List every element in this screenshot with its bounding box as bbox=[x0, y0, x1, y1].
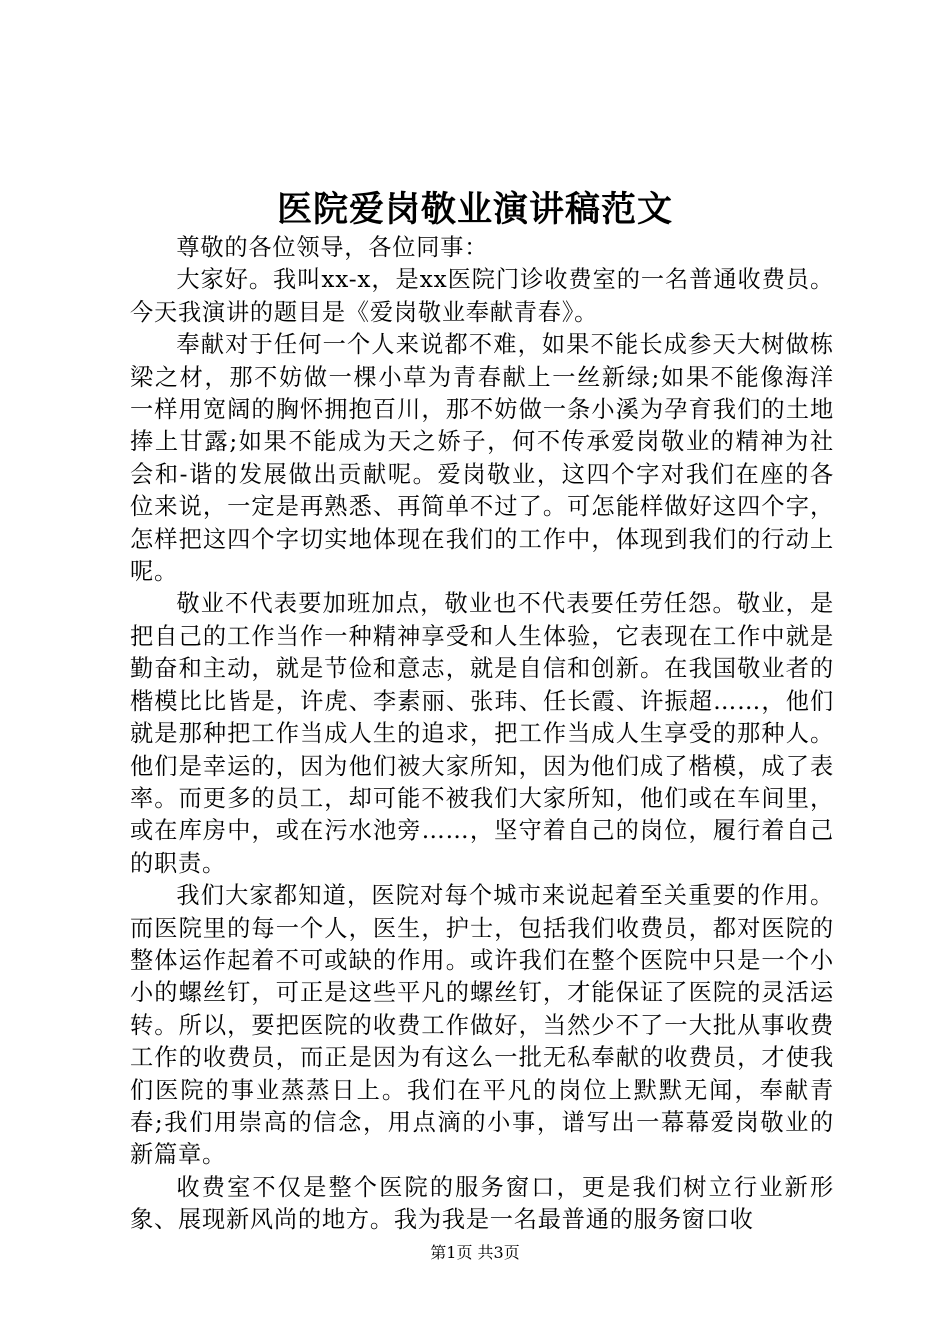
paragraph-hospital-role: 我们大家都知道，医院对每个城市来说起着至关重要的作用。而医院里的每一个人，医生，护士，包括我们收费员，都对医院的整体运作起着不可或缺的作用。或许我们在整个医院中只是一个小小的螺丝钉，可正是这些平凡的螺丝钉，才能保证了医院的灵活运转。所以，要把医院的收费工作做好，当然少不了一大批从事收费工作的收费员，而正是因为有这么一批无私奉献的收费员，才使我们医院的事业蒸蒸日上。我们在平凡的岗位上默默无闻，奉献青春;我们用崇高的信念，用点滴的小事，谱写出一幕幕爱岗敬业的新篇章。 bbox=[130, 882, 834, 1169]
document-title: 医院爱岗敬业演讲稿范文 bbox=[276, 189, 673, 230]
paragraph-service-window: 收费室不仅是整个医院的服务窗口，更是我们树立行业新形象、展现新风尚的地方。我为我是一名最普通的服务窗口收 bbox=[130, 1173, 834, 1234]
paragraph-introduction: 大家好。我叫xx-x，是xx医院门诊收费室的一名普通收费员。今天我演讲的题目是《爱岗敬业奉献青春》。 bbox=[130, 266, 834, 326]
paragraph-professionalism: 敬业不代表要加班加点，敬业也不代表要任劳任怨。敬业，是把自己的工作当作一种精神享受和人生体验，它表现在工作中就是勤奋和主动，就是节俭和意志，就是自信和创新。在我国敬业者的楷模比比皆是，许虎、李素丽、张玮、任长霞、许振超……，他们就是那种把工作当成人生的追求，把工作当成人生享受的那种人。他们是幸运的，因为他们被大家所知，因为他们成了楷模，成了表率。而更多的员工，却可能不被我们大家所知，他们或在车间里，或在库房中，或在污水池旁……，坚守着自己的岗位，履行着自己的职责。 bbox=[130, 590, 834, 877]
paragraph-salutation: 尊敬的各位领导，各位同事： bbox=[176, 234, 489, 261]
page-number-footer: 第1页 共3页 bbox=[430, 1243, 520, 1262]
paragraph-dedication: 奉献对于任何一个人来说都不难，如果不能长成参天大树做栋梁之材，那不妨做一棵小草为青春献上一丝新绿;如果不能像海洋一样用宽阔的胸怀拥抱百川，那不妨做一条小溪为孕育我们的土地捧上甘露;如果不能成为天之娇子，何不传承爱岗敬业的精神为社会和-谐的发展做出贡献呢。爱岗敬业，这四个字对我们在座的各位来说，一定是再熟悉、再简单不过了。可怎能样做好这四个字，怎样把这四个字切实地体现在我们的工作中，体现到我们的行动上呢。 bbox=[130, 331, 834, 586]
document-body bbox=[130, 232, 834, 1237]
